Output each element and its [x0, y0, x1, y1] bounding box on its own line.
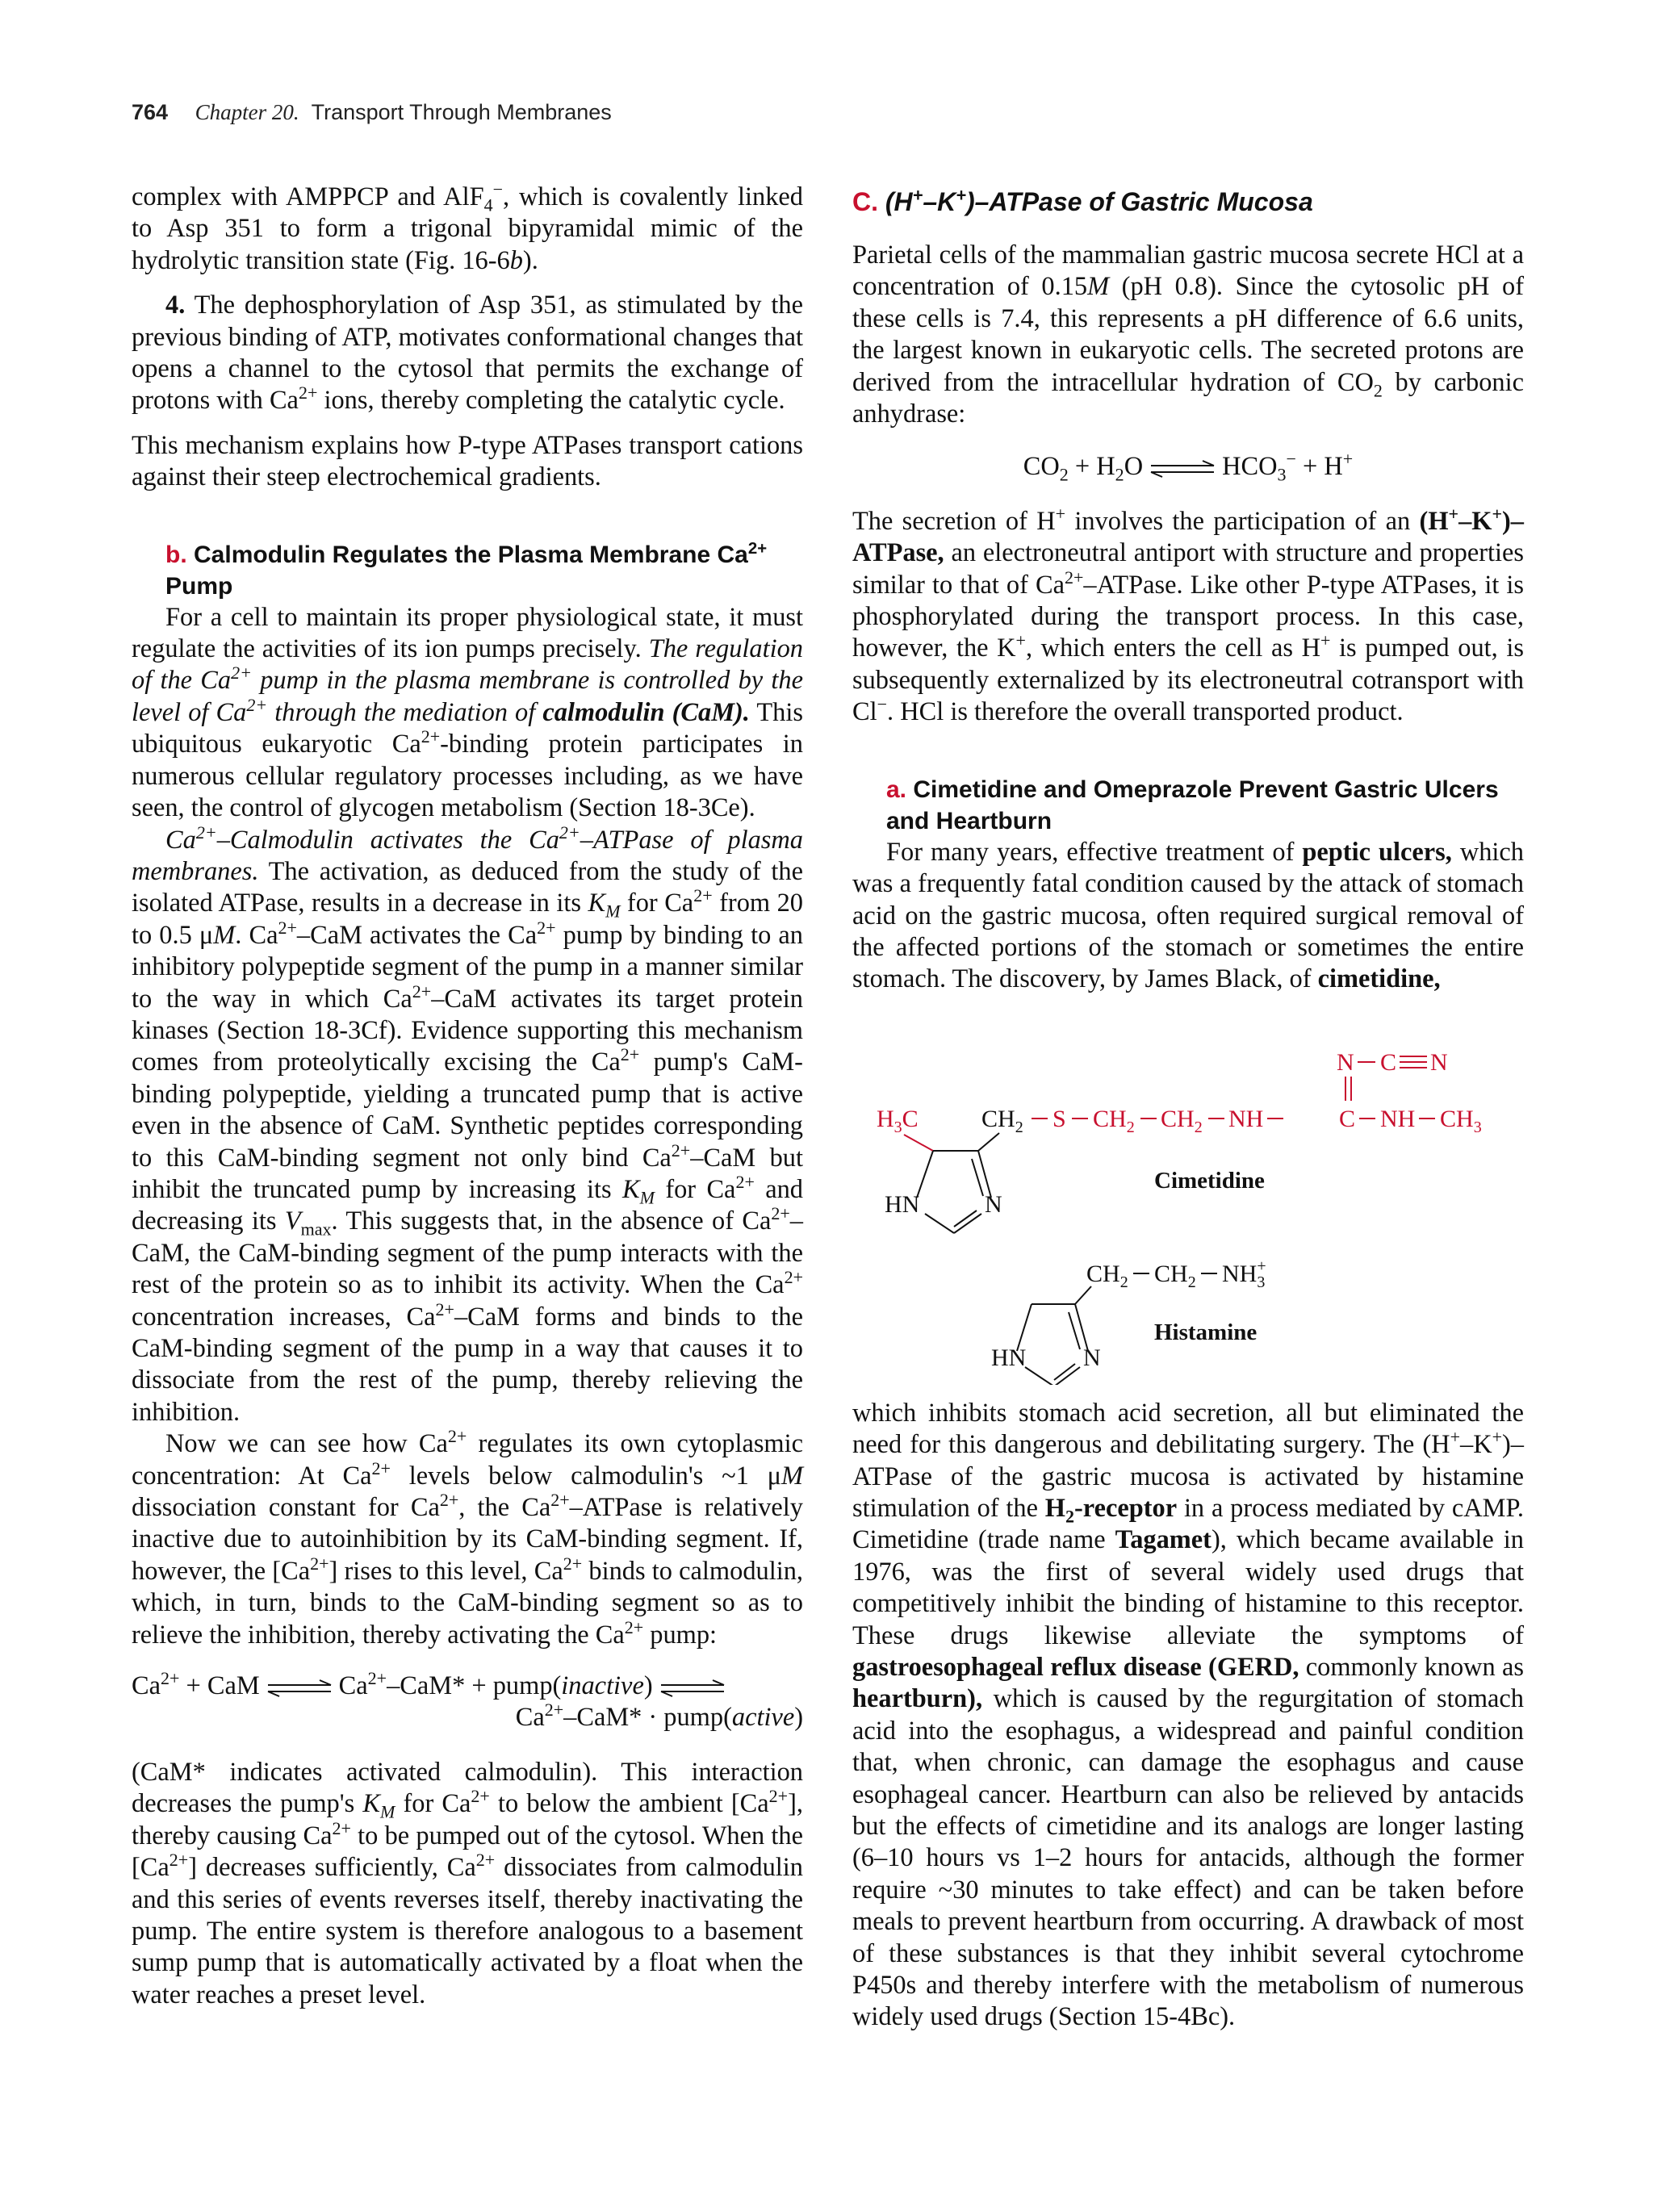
- equilibrium-arrow-icon: [1149, 460, 1216, 478]
- chapter-label: Chapter 20.: [195, 100, 299, 124]
- chapter-title: Transport Through Membranes: [311, 100, 612, 124]
- cimetidine-label: Cimetidine: [1154, 1167, 1265, 1194]
- cimetidine-methyl: $H_3C$: [877, 1105, 919, 1136]
- histamine-ch2b: $CH_2$: [1154, 1260, 1196, 1291]
- histamine-amine: $NH_3+$: [1222, 1257, 1266, 1291]
- paragraph: Now we can see how $Ca^{2+}$ regulates its own cytoplasmic concentration: At $Ca^{2+}$ levels below calmodulin's ~1 μM dissociation constant for $Ca^{2+}$, the $Ca^{2+}$–ATPase is relatively inactive due to autoinhibition by its CaM-binding segment. If, however, the $[Ca^{2+}]$ rises to this level, $Ca^{2+}$ binds to calmodulin, which, in turn, binds to the CaM-binding segment so as to relieve the inhibition, thereby activating the $Ca^{2+}$ pump:: [132, 1426, 803, 1650]
- cimetidine-nitrile-n2: N: [1430, 1048, 1448, 1076]
- cimetidine-nh2: NH: [1380, 1105, 1416, 1132]
- cimetidine-ch2a: $CH_2$: [1093, 1105, 1135, 1136]
- paragraph: The secretion of H+ involves the participation of an (H+–K+)–ATPase, an electroneutral antiport with structure and properties similar to that of $Ca^{2+}$–ATPase. Like other P-type ATPases, it is phosphorylated during the transport process. In this case, however, the K+, which enters the cell as H+ is pumped out, is subsequently externalized by its electroneutral cotransport with Cl−. HCl is therefore the overall transported product.: [852, 504, 1524, 727]
- paragraph: This mechanism explains how P-type ATPases transport cations against their steep electrochemical gradients.: [132, 430, 803, 492]
- page-number: 764: [132, 100, 169, 124]
- paragraph: which inhibits stomach acid secretion, all but eliminated the need for this dangerous and debilitating surgery. The (H+–K+)–ATPase of the gastric mucosa is activated by histamine stimulation of the $H_2$-receptor in a process mediated by cAMP. Cimetidine (trade name Tagamet), which became available in 1976, was the first of several widely used drugs that competitively inhibit the binding of histamine to this receptor. These drugs likewise alleviate the symptoms of gastroesophageal reflux disease (GERD, commonly known as heartburn), which is caused by the regurgitation of stomach acid into the esophagus, a widespread and painful condition that, when chronic, can damage the esophagus and cause esophageal cancer. Heartburn can also be relieved by antacids but the effects of cimetidine and its analogs are longer lasting (6–10 hours vs 1–2 hours for antacids, although the former require ~30 minutes to take effect) and can be taken before meals to prevent heartburn from occurring. A drawback of most of these substances is that they inhibit several cytochrome P450s and thereby interfere with the metabolism of numerous widely used drugs (Section 15-4Bc).: [852, 1398, 1524, 2032]
- paragraph: $Ca^{2+}$–Calmodulin activates the $Ca^{2+}$–ATPase of plasma membranes. The activation, as deduced from the study of the isolated ATPase, results in a decrease in its $K_M$ for $Ca^{2+}$ from 20 to 0.5 μM. $Ca^{2+}$–CaM activates the $Ca^{2+}$ pump by binding to an inhibitory polypeptide segment of the pump in a manner similar to the way in which $Ca^{2+}$–CaM activates its target protein kinases (Section 18-3Cf). Evidence supporting this mechanism comes from proteolytically excising the $Ca^{2+}$ pump's CaM-binding polypeptide, yielding a truncated pump that is active even in the absence of CaM. Synthetic peptides corresponding to this CaM-binding segment not only bind $Ca^{2+}$–CaM but inhibit the truncated pump by increasing its $K_M$ for $Ca^{2+}$ and decreasing its $V_{max}$. This suggests that, in the absence of $Ca^{2+}$–CaM, the CaM-binding segment of the pump interacts with the rest of the protein so as to inhibit its activity. When the $Ca^{2+}$ concentration increases, $Ca^{2+}$–CaM forms and binds to the CaM-binding segment of the pump in a way that causes it to dissociate from the rest of the pump, thereby relieving the inhibition.: [132, 822, 803, 1427]
- cimetidine-ring-n: N: [985, 1190, 1002, 1218]
- paragraph: Parietal cells of the mammalian gastric mucosa secrete HCl at a concentration of 0.15M (pH 0.8). Since the cytosolic pH of these cells is 7.4, this represents a pH difference of 6.6 units, the largest known in eukaryotic cells. The secreted protons are derived from the intracellular hydration of $CO_2$ by carbonic anhydrase:: [852, 240, 1524, 429]
- chemical-structures-figure: [852, 1006, 1524, 1385]
- subsection-heading: b. Calmodulin Regulates the Plasma Membrane $Ca^{2+}$ Pump: [165, 539, 768, 600]
- paragraph: For many years, effective treatment of peptic ulcers, which was a frequently fatal condition caused by the attack of stomach acid on the gastric mucosa, often required surgical removal of the affected portions of the stomach or sometimes the entire stomach. The discovery, by James Black, of cimetidine,: [852, 837, 1524, 994]
- cimetidine-imidazole-ring: [904, 1133, 999, 1233]
- calmodulin-equation: $Ca^{2+}$ + CaM $Ca^{2+}-CaM*$ + pump(inactive) $Ca^{2+}-CaM*$ · pump(active): [132, 1668, 803, 1733]
- cimetidine-ring-hn: HN: [885, 1190, 920, 1218]
- left-column: [132, 179, 803, 2011]
- carbonic-anhydrase-reaction: $CO_2 + H_2O$ $HCO_3^- + H^+$: [1023, 449, 1354, 485]
- cimetidine-ch2b: $CH_2$: [1161, 1105, 1203, 1136]
- equilibrium-arrow-icon: [659, 1679, 726, 1697]
- paragraph: complex with AMPPCP and AlF$_4$−, which is covalently linked to Asp 351 to form a trigonal bipyramidal mimic of the hydrolytic transition state (Fig. 16-6b).: [132, 179, 803, 275]
- cimetidine-chain-ch2: $CH_2$: [981, 1105, 1023, 1136]
- histamine-ch2a: $CH_2$: [1086, 1260, 1128, 1291]
- histamine-ring-n: N: [1083, 1344, 1101, 1371]
- cimetidine-ch3: $CH_3$: [1440, 1105, 1482, 1136]
- paragraph: For a cell to maintain its proper physiological state, it must regulate the activities of its ion pumps precisely. The regulation of the $Ca^{2+}$ pump in the plasma membrane is controlled by the level of $Ca^{2+}$ through the mediation of calmodulin (CaM). This ubiquitous eukaryotic $Ca^{2+}$-binding protein participates in numerous cellular regulatory processes including, as we have seen, the control of glycogen metabolism (Section 18-3Ce).: [132, 602, 803, 823]
- structures-svg: [852, 1006, 1524, 1385]
- section-heading: C. (H+–K+)–ATPase of Gastric Mucosa: [852, 185, 1313, 216]
- cimetidine-nh1: NH: [1228, 1105, 1264, 1132]
- paragraph: (CaM* indicates activated calmodulin). This interaction decreases the pump's $K_M$ for $Ca^{2+}$ to below the ambient $[Ca^{2+}]$, thereby causing $Ca^{2+}$ to be pumped out of the cytosol. When the $[Ca^{2+}]$ decreases sufficiently, $Ca^{2+}$ dissociates from calmodulin and this series of events reverses itself, thereby inactivating the pump. The entire system is therefore analogous to a basement sump pump that is automatically activated by a float when the water reaches a preset level.: [132, 1757, 803, 2009]
- cimetidine-nitrile-c: C: [1380, 1048, 1397, 1076]
- histamine-label: Histamine: [1154, 1319, 1258, 1345]
- histamine-imidazole-ring: [1017, 1286, 1091, 1385]
- cimetidine-sulfur: S: [1052, 1105, 1066, 1132]
- equilibrium-arrow-icon: [266, 1679, 333, 1697]
- cimetidine-nitrile-n1: N: [1337, 1048, 1354, 1076]
- running-head: [132, 100, 612, 125]
- histamine-ring-hn: HN: [991, 1344, 1027, 1371]
- cimetidine-guanidine-c: C: [1339, 1105, 1356, 1132]
- paragraph: 4. The dephosphorylation of Asp 351, as stimulated by the previous binding of ATP, motivates conformational changes that opens a channel to the cytosol that permits the exchange of protons with $Ca^{2+}$ ions, thereby completing the catalytic cycle.: [132, 291, 803, 416]
- right-column: [852, 182, 1524, 2034]
- subsection-heading: a. Cimetidine and Omeprazole Prevent Gastric Ulcers and Heartburn: [886, 776, 1499, 834]
